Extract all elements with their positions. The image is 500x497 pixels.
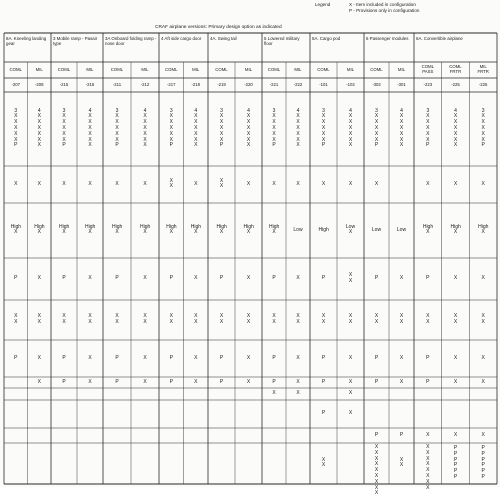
table-cell: P [426,354,430,361]
table-cell: P [169,378,173,385]
table-cell: P [374,431,379,438]
column-name: MIL [346,67,355,72]
table-cell: X X [219,313,224,325]
column-code: -219 [217,82,226,87]
table-cell: X X X X X X X X [426,444,430,491]
table-cell: X [348,390,353,397]
table-cell: X X [296,313,300,325]
column-code: -301 [397,82,406,87]
table-cell: 4 X X X X X X [399,107,404,149]
table-cell: 4 X X X X X X [143,107,147,149]
table-cell: P [321,275,326,282]
column-code: -225 [451,82,460,87]
table-cell: X [14,180,18,187]
column-code: -225 [478,82,488,87]
table-cell: X X [88,313,92,325]
table-cell: 3 X X X X X P [115,107,119,149]
table-cell: X [143,378,147,385]
table-cell: X [194,354,198,361]
table-cell: High X [85,223,96,236]
table-cell: P [62,378,66,385]
column-code: -208 [34,82,44,87]
table-cell: X [426,180,430,187]
table-cell: P [219,354,224,361]
table-cell: X [88,378,92,385]
column-code: -215 [59,82,69,87]
table-cell: X [246,275,251,282]
column-name: COML [110,67,124,72]
table-cell: X [296,390,300,397]
table-cell: 3 X X X X X P [272,107,276,149]
table-cell: X X [62,313,66,325]
column-name: COML [317,67,330,72]
table-cell: X [321,180,326,187]
table-cell: High [318,226,329,233]
table-cell: P [374,275,379,282]
column-code: -218 [191,82,201,87]
table-cell: P P P P P P [481,445,485,481]
table-cell: P [14,354,18,361]
table-cell: P [426,378,430,385]
table-cell: X [194,378,198,385]
table-cell: X X [169,177,173,190]
table-cell: X X [272,313,276,325]
table-cell: X X [399,456,404,469]
table-cell: High X [166,223,177,236]
group-header: 5 Lowered military floor [264,36,300,46]
table-cell: X [481,378,485,385]
table-cell: X [399,275,404,282]
table-cell: X [296,275,300,282]
column-code: -216 [85,82,95,87]
table-cell: X X [321,313,326,325]
table-cell: X X [14,313,18,325]
table-cell: X [453,180,458,187]
table-cell: X X [321,456,326,469]
table-caption: CRAF airplane versions: Primary design option as indicated [155,25,282,30]
table-cell: High X [59,223,70,236]
column-code: -211 [112,82,122,87]
table-cell: X [481,275,485,282]
table-cell: X [348,410,353,417]
table-cell: X [88,180,92,187]
table-cell: P [272,354,276,361]
column-name: MIL [141,67,149,72]
table-cell: X [374,180,379,187]
column-code: -101 [319,82,328,87]
table-cell: P [62,354,66,361]
table-cell: X [399,378,404,385]
table-cell: 3 X X X X X P [14,107,18,149]
table-cell: High X [422,223,434,236]
table-cell: P [321,410,326,417]
column-code: -102 [346,82,355,87]
table-cell: X [37,354,41,361]
table-cell: X X [453,313,458,325]
column-name: COML [370,67,383,72]
table-cell: X X [194,313,198,325]
table-cell: P [321,354,326,361]
table-cell: 3 X X X X X P [321,107,326,149]
group-header: 6 Passenger modules [366,36,409,41]
table-cell: X X [399,313,404,325]
table-cell: X X [169,313,173,325]
table-cell: High X [216,223,227,236]
table-cell: X [143,275,147,282]
table-cell: 3 X X X X X P [374,107,379,149]
table-cell: Low X [345,223,356,236]
table-cell: X [426,431,430,438]
table-cell: P [321,378,326,385]
table-cell: P [169,354,173,361]
table-cell: High X [269,223,280,236]
table-cell: X [481,431,485,438]
column-name: MIL FRTR [477,64,489,74]
table-cell: X [453,378,458,385]
table-cell: X X [481,313,485,325]
table-cell: X [115,180,119,187]
table-cell: X [453,431,458,438]
legend-title: Legend [315,2,331,7]
table-cell: 4 X X X X X X [194,107,198,149]
table-cell: X X [348,272,353,284]
table-cell: 3 X X X X X P [426,107,430,149]
table-cell: X [348,378,353,385]
column-name: MIL [397,67,406,72]
table-cell: P [272,275,276,282]
table-cell: X [272,390,276,397]
legend-entry-included: X - Item included in configuration [349,2,416,7]
table-cell: High X [243,223,254,236]
table-cell: X [481,354,485,361]
column-code: -212 [140,82,150,87]
table-cell: 4 X X X X X X [296,107,300,149]
table-cell: P [115,275,119,282]
column-name: MIL [294,67,302,72]
table-cell: P [374,354,379,361]
table-cell: X X [246,313,251,325]
table-cell: X [272,180,276,187]
table-cell: X [453,354,458,361]
table-cell: P P P P P P [453,445,458,481]
table-cell: P [14,275,18,282]
table-cell: X [143,180,147,187]
column-name: MIL [35,67,43,72]
table-cell: High X [140,223,151,236]
table-cell: X [399,354,404,361]
table-cell: High X [190,223,202,236]
table-cell: P [115,354,119,361]
table-cell: X [37,275,41,282]
table-cell: X [37,180,41,187]
table-cell: P [62,275,66,282]
table-cell: 3 X X X X X P [62,107,66,149]
table-cell: X [246,378,251,385]
column-name: COML [215,67,228,72]
table-cell: P [399,431,404,438]
group-header: 4A. Swing tail [210,36,237,41]
table-cell: X [296,180,300,187]
table-cell: 3 X X X X X P [219,107,224,149]
table-cell: 4 X X X X X X [453,107,458,149]
column-code: -207 [11,82,21,87]
column-code: -217 [166,82,176,87]
column-name: COML [9,67,22,72]
table-cell: P [426,275,430,282]
table-cell: Low [396,226,407,233]
group-header: 3 Mobile ramp - Pasair type [53,36,98,46]
group-header: 3A Onboard folding ramp - nose door [105,36,157,46]
table-cell: 4 X X X X X X [37,107,41,149]
group-header: 6A. Convertible airplane [416,36,463,41]
column-code: -302 [372,82,381,87]
table-cell: X [143,354,147,361]
column-code: -222 [293,82,303,87]
table-cell: 4 X X X X X X [348,107,353,149]
table-cell: X [296,354,300,361]
table-cell: X [37,378,41,385]
table-cell: X [246,180,251,187]
table-cell: X [348,354,353,361]
table-cell: 4 X X X X X X [246,107,251,149]
table-cell: 3 X X X X X P [169,107,173,149]
table-cell: P [374,378,379,385]
table-cell: 3 X X X X X P [481,107,485,149]
group-header: 4 Aft side cargo door [161,36,202,41]
table-cell: X X [37,313,41,325]
table-cell: P [219,275,224,282]
table-cell: X X [219,177,224,190]
table-cell: X X X X X X X X X [374,444,379,497]
table-cell: X X [143,313,147,325]
table-cell: P [169,275,173,282]
table-cell: X [194,275,198,282]
table-cell: High X [450,223,461,236]
table-cell: High X [478,223,489,236]
table-cell: X [481,180,485,187]
column-code: -223 [423,82,433,87]
table-cell: X X [374,313,379,325]
column-name: MIL [86,67,94,72]
table-cell: High X [112,223,123,236]
table-cell: Low [293,226,303,233]
column-name: COML [165,67,178,72]
table-cell: High X [10,223,22,236]
table-cell: X X [348,313,353,325]
table-cell: X [453,275,458,282]
table-cell: X [296,378,300,385]
group-header: 5A. Cargo pod [312,36,341,41]
legend-entry-provisions: P - Provisions only in configuration [349,8,420,13]
table-cell: P [219,378,224,385]
column-code: -220 [244,82,253,87]
table-cell: Low [371,226,382,233]
column-name: COML FRTR [449,64,462,74]
table-cell: X [88,275,92,282]
column-name: COML [57,67,71,72]
table-cell: High X [34,223,45,236]
table-cell: X [88,354,92,361]
column-name: MIL [244,67,253,72]
column-name: COML [267,67,281,72]
column-name: MIL [192,67,200,72]
table-cell: X X [426,313,430,325]
column-code: -221 [269,82,279,87]
table-cell: P [272,378,276,385]
table-cell: P [115,378,119,385]
table-cell: X [194,180,198,187]
table-cell: X X [115,313,119,325]
column-name: COML PASS [421,64,435,74]
table-cell: X [62,180,66,187]
table-cell: X [246,354,251,361]
table-cell: X [348,180,353,187]
table-cell: 4 X X X X X X [88,107,92,149]
group-header: 8A. Kneeling landing gear [6,36,47,46]
